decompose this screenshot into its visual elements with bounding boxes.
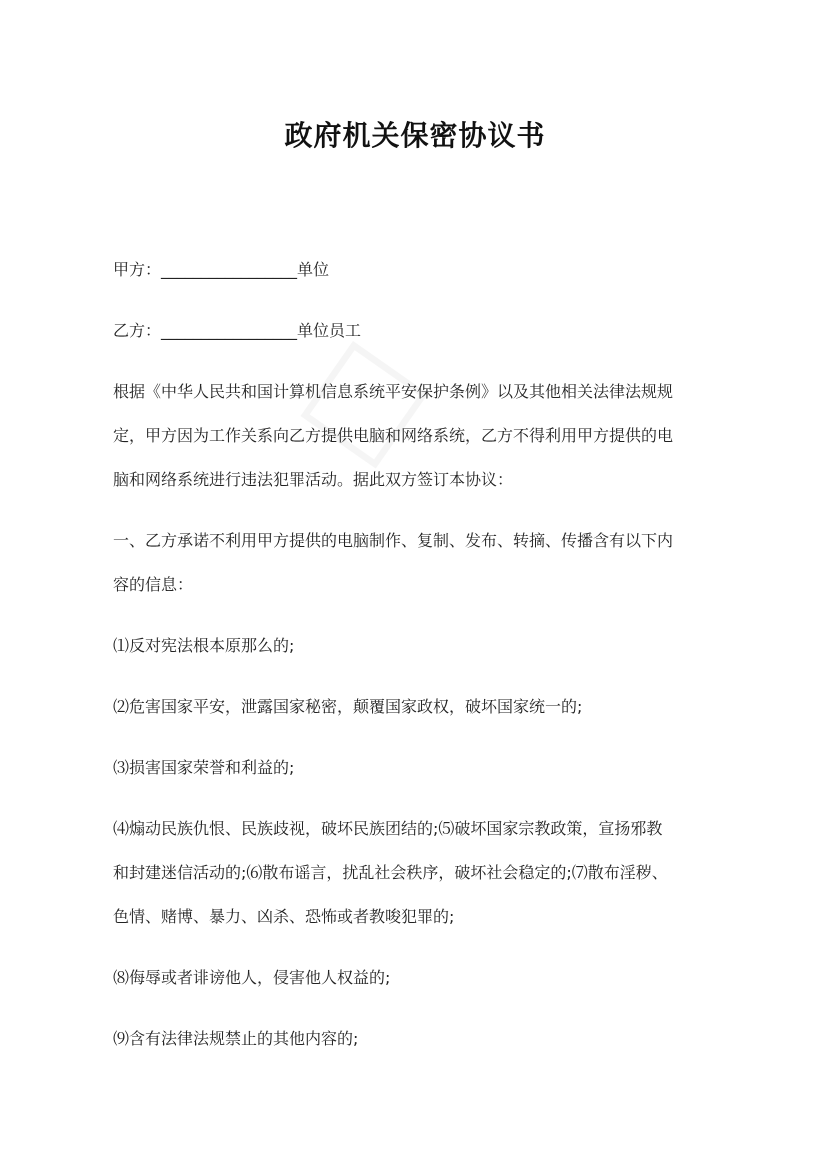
paragraph bbox=[113, 1023, 733, 1067]
paragraph bbox=[113, 630, 733, 674]
paragraph-line: ⑷煽动民族仇恨、民族歧视，破坏民族团结的;⑸破坏国家宗教政策，宣扬邪教 bbox=[113, 819, 663, 838]
paragraph bbox=[113, 691, 733, 735]
paragraph-line: 色情、赌博、暴力、凶杀、恐怖或者教唆犯罪的; bbox=[113, 907, 455, 926]
paragraph bbox=[113, 752, 733, 796]
paragraph bbox=[113, 962, 733, 1006]
paragraph-line: 乙方：_________________单位员工 bbox=[113, 321, 362, 340]
paragraph-line: ⑼含有法律法规禁止的其他内容的; bbox=[113, 1029, 359, 1048]
paragraph-line: 定，甲方因为工作关系向乙方提供电脑和网络系统，乙方不得利用甲方提供的电 bbox=[113, 426, 674, 445]
paragraph bbox=[113, 376, 733, 508]
paragraph-line: ⑶损害国家荣誉和利益的; bbox=[113, 758, 295, 777]
paragraph-line: ⑵危害国家平安，泄露国家秘密，颠覆国家政权，破坏国家统一的; bbox=[113, 697, 583, 716]
paragraph-line: ⑴反对宪法根本原那么的; bbox=[113, 636, 295, 655]
paragraph-line: ⑻侮辱或者诽谤他人，侵害他人权益的; bbox=[113, 968, 391, 987]
paragraph-line: 和封建迷信活动的;⑹散布谣言，扰乱社会秩序，破坏社会稳定的;⑺散布淫秽、 bbox=[113, 863, 668, 882]
paragraph-line: 容的信息： bbox=[113, 575, 194, 594]
paragraph-line: 一、乙方承诺不利用甲方提供的电脑制作、复制、发布、转摘、传播含有以下内 bbox=[113, 531, 674, 550]
paragraph bbox=[113, 813, 733, 945]
document-body bbox=[113, 254, 733, 1084]
paragraph bbox=[113, 525, 733, 613]
paragraph bbox=[113, 254, 733, 298]
paragraph bbox=[113, 315, 733, 359]
document-title: 政府机关保密协议书 bbox=[284, 119, 546, 152]
paragraph-line: 甲方：_________________单位 bbox=[113, 260, 330, 279]
paragraph-line: 根据《中华人民共和国计算机信息系统平安保护条例》以及其他相关法律法规规 bbox=[113, 382, 674, 401]
paragraph-line: 脑和网络系统进行违法犯罪活动。据此双方签订本协议： bbox=[113, 470, 514, 489]
